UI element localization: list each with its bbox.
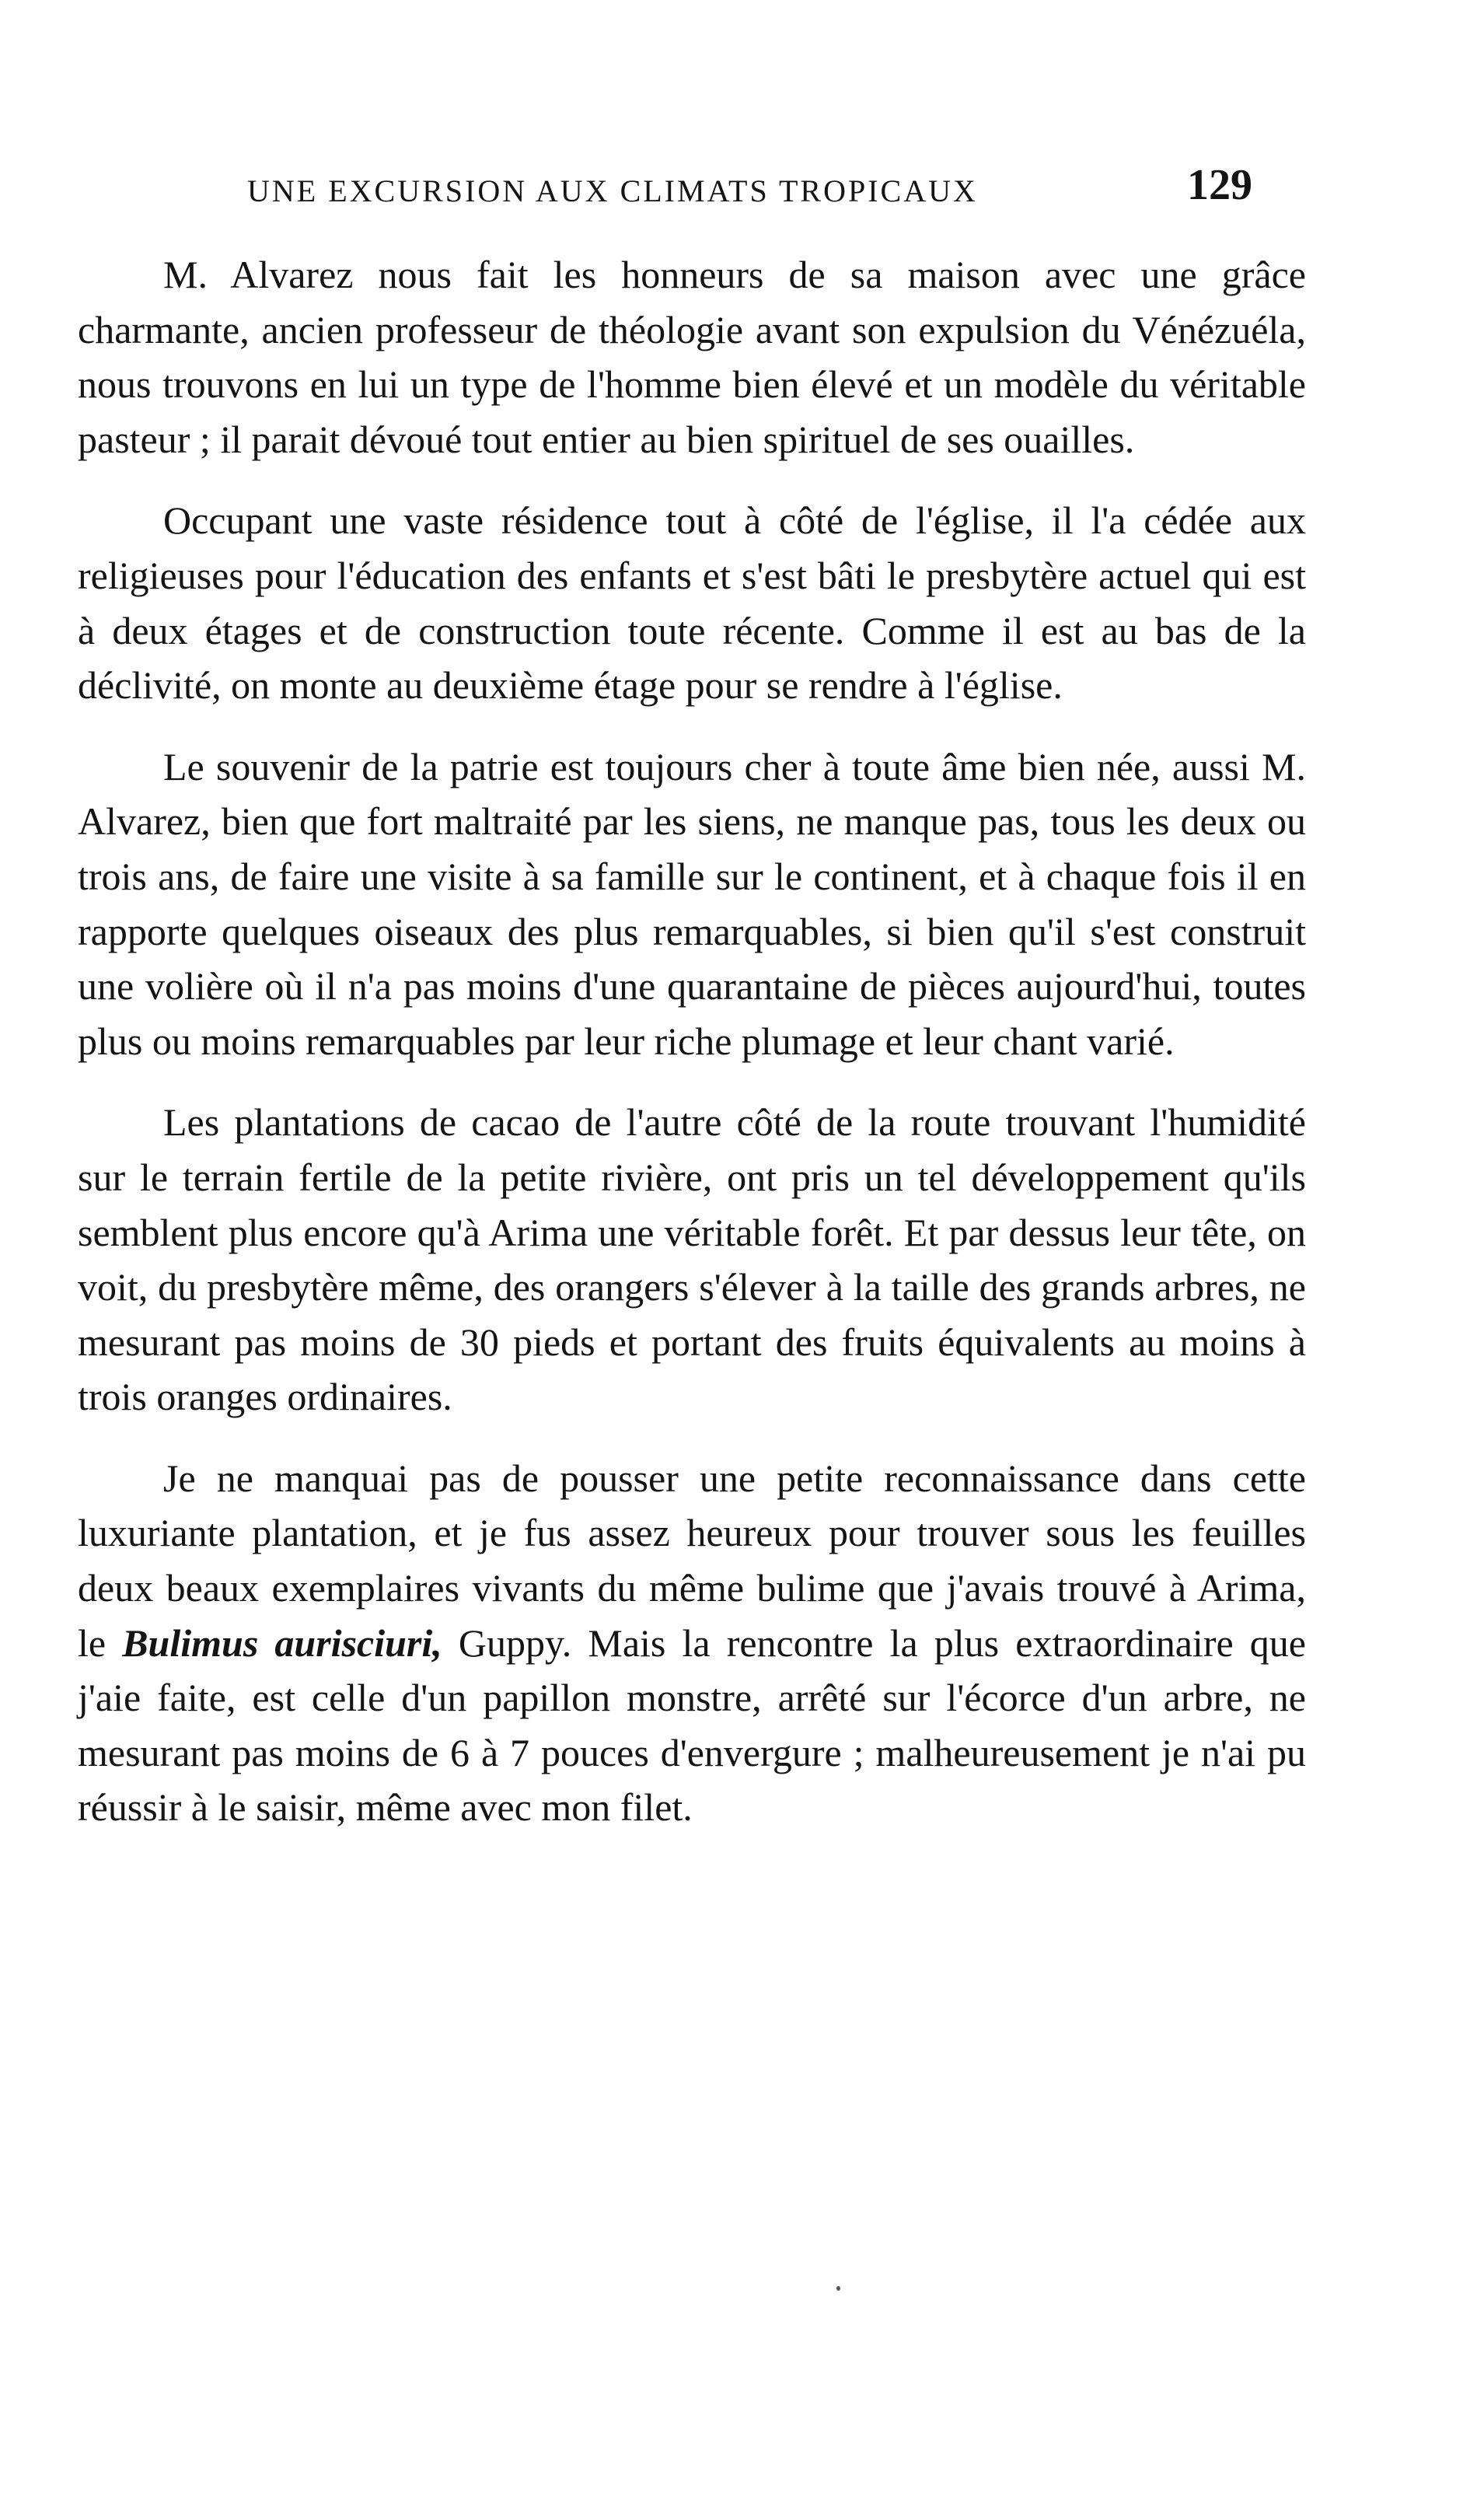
paragraph: Les plantations de cacao de l'autre côté de la route trouvant l'humidité sur le terrain fertile de la petite rivière, ont pris un tel développement qu'ils semblent plus encore qu'à Arima une véritable forêt. Et par dessus leur tête, on voit, du presbytère même, des orangers s'élever à la taille des grands arbres, ne mesurant pas moins de 30 pieds et portant des fruits équivalents au moins à trois oranges ordinaires.: [78, 1100, 1306, 1419]
body-text: [78, 247, 1306, 1835]
paragraph: M. Alvarez nous fait les honneurs de sa maison avec une grâce charmante, ancien professeur de théologie avant son expulsion du Vénézuéla, nous trouvons en lui un type de l'homme bien élevé et un modèle du véritable pasteur ; il parait dévoué tout entier au bien spirituel de ses ouailles.: [78, 253, 1306, 461]
paragraph: Occupant une vaste résidence tout à côté de l'église, il l'a cédée aux religieuses pour l'éducation des enfants et s'est bâti le presbytère actuel qui est à deux étages et de construction toute récente. Comme il est au bas de la déclivité, on monte au deuxième étage pour se rendre à l'église.: [78, 498, 1306, 708]
ink-speck: [836, 2286, 840, 2291]
paragraph-text: Guppy. Mais la rencontre la plus extraordinaire que j'aie faite, est celle d'un papillon monstre, arrêté sur l'écorce d'un arbre, ne mesurant pas moins de 6 à 7 pouces d'envergure ; malheureusement je n'ai pu réussir à le saisir, même avec mon filet.: [78, 1620, 1306, 1830]
paragraph: [78, 1451, 1306, 1835]
running-head: UNE EXCURSION AUX CLIMATS TROPICAUX: [247, 173, 978, 208]
species-name: Bulimus aurisciuri,: [122, 1620, 442, 1665]
page-number: 129: [1187, 161, 1252, 209]
paragraph-text: Je ne manquai pas de pousser une petite reconnaissance dans cette luxuriante plantation, et je fus assez heureux pour trouver sous les feuilles deux beaux exemplaires vivants du même bulime que j'avais trouvé à Arima, le: [78, 1456, 1306, 1665]
paragraph: Le souvenir de la patrie est toujours cher à toute âme bien née, aussi M. Alvarez, bien que fort maltraité par les siens, ne manque pas, tous les deux ou trois ans, de faire une visite à sa famille sur le continent, et à chaque fois il en rapporte quelques oiseaux des plus remarquables, si bien qu'il s'est construit une volière où il n'a pas moins d'une quarantaine de pièces aujourd'hui, toutes plus ou moins remarquables par leur riche plumage et leur chant varié.: [78, 744, 1306, 1063]
